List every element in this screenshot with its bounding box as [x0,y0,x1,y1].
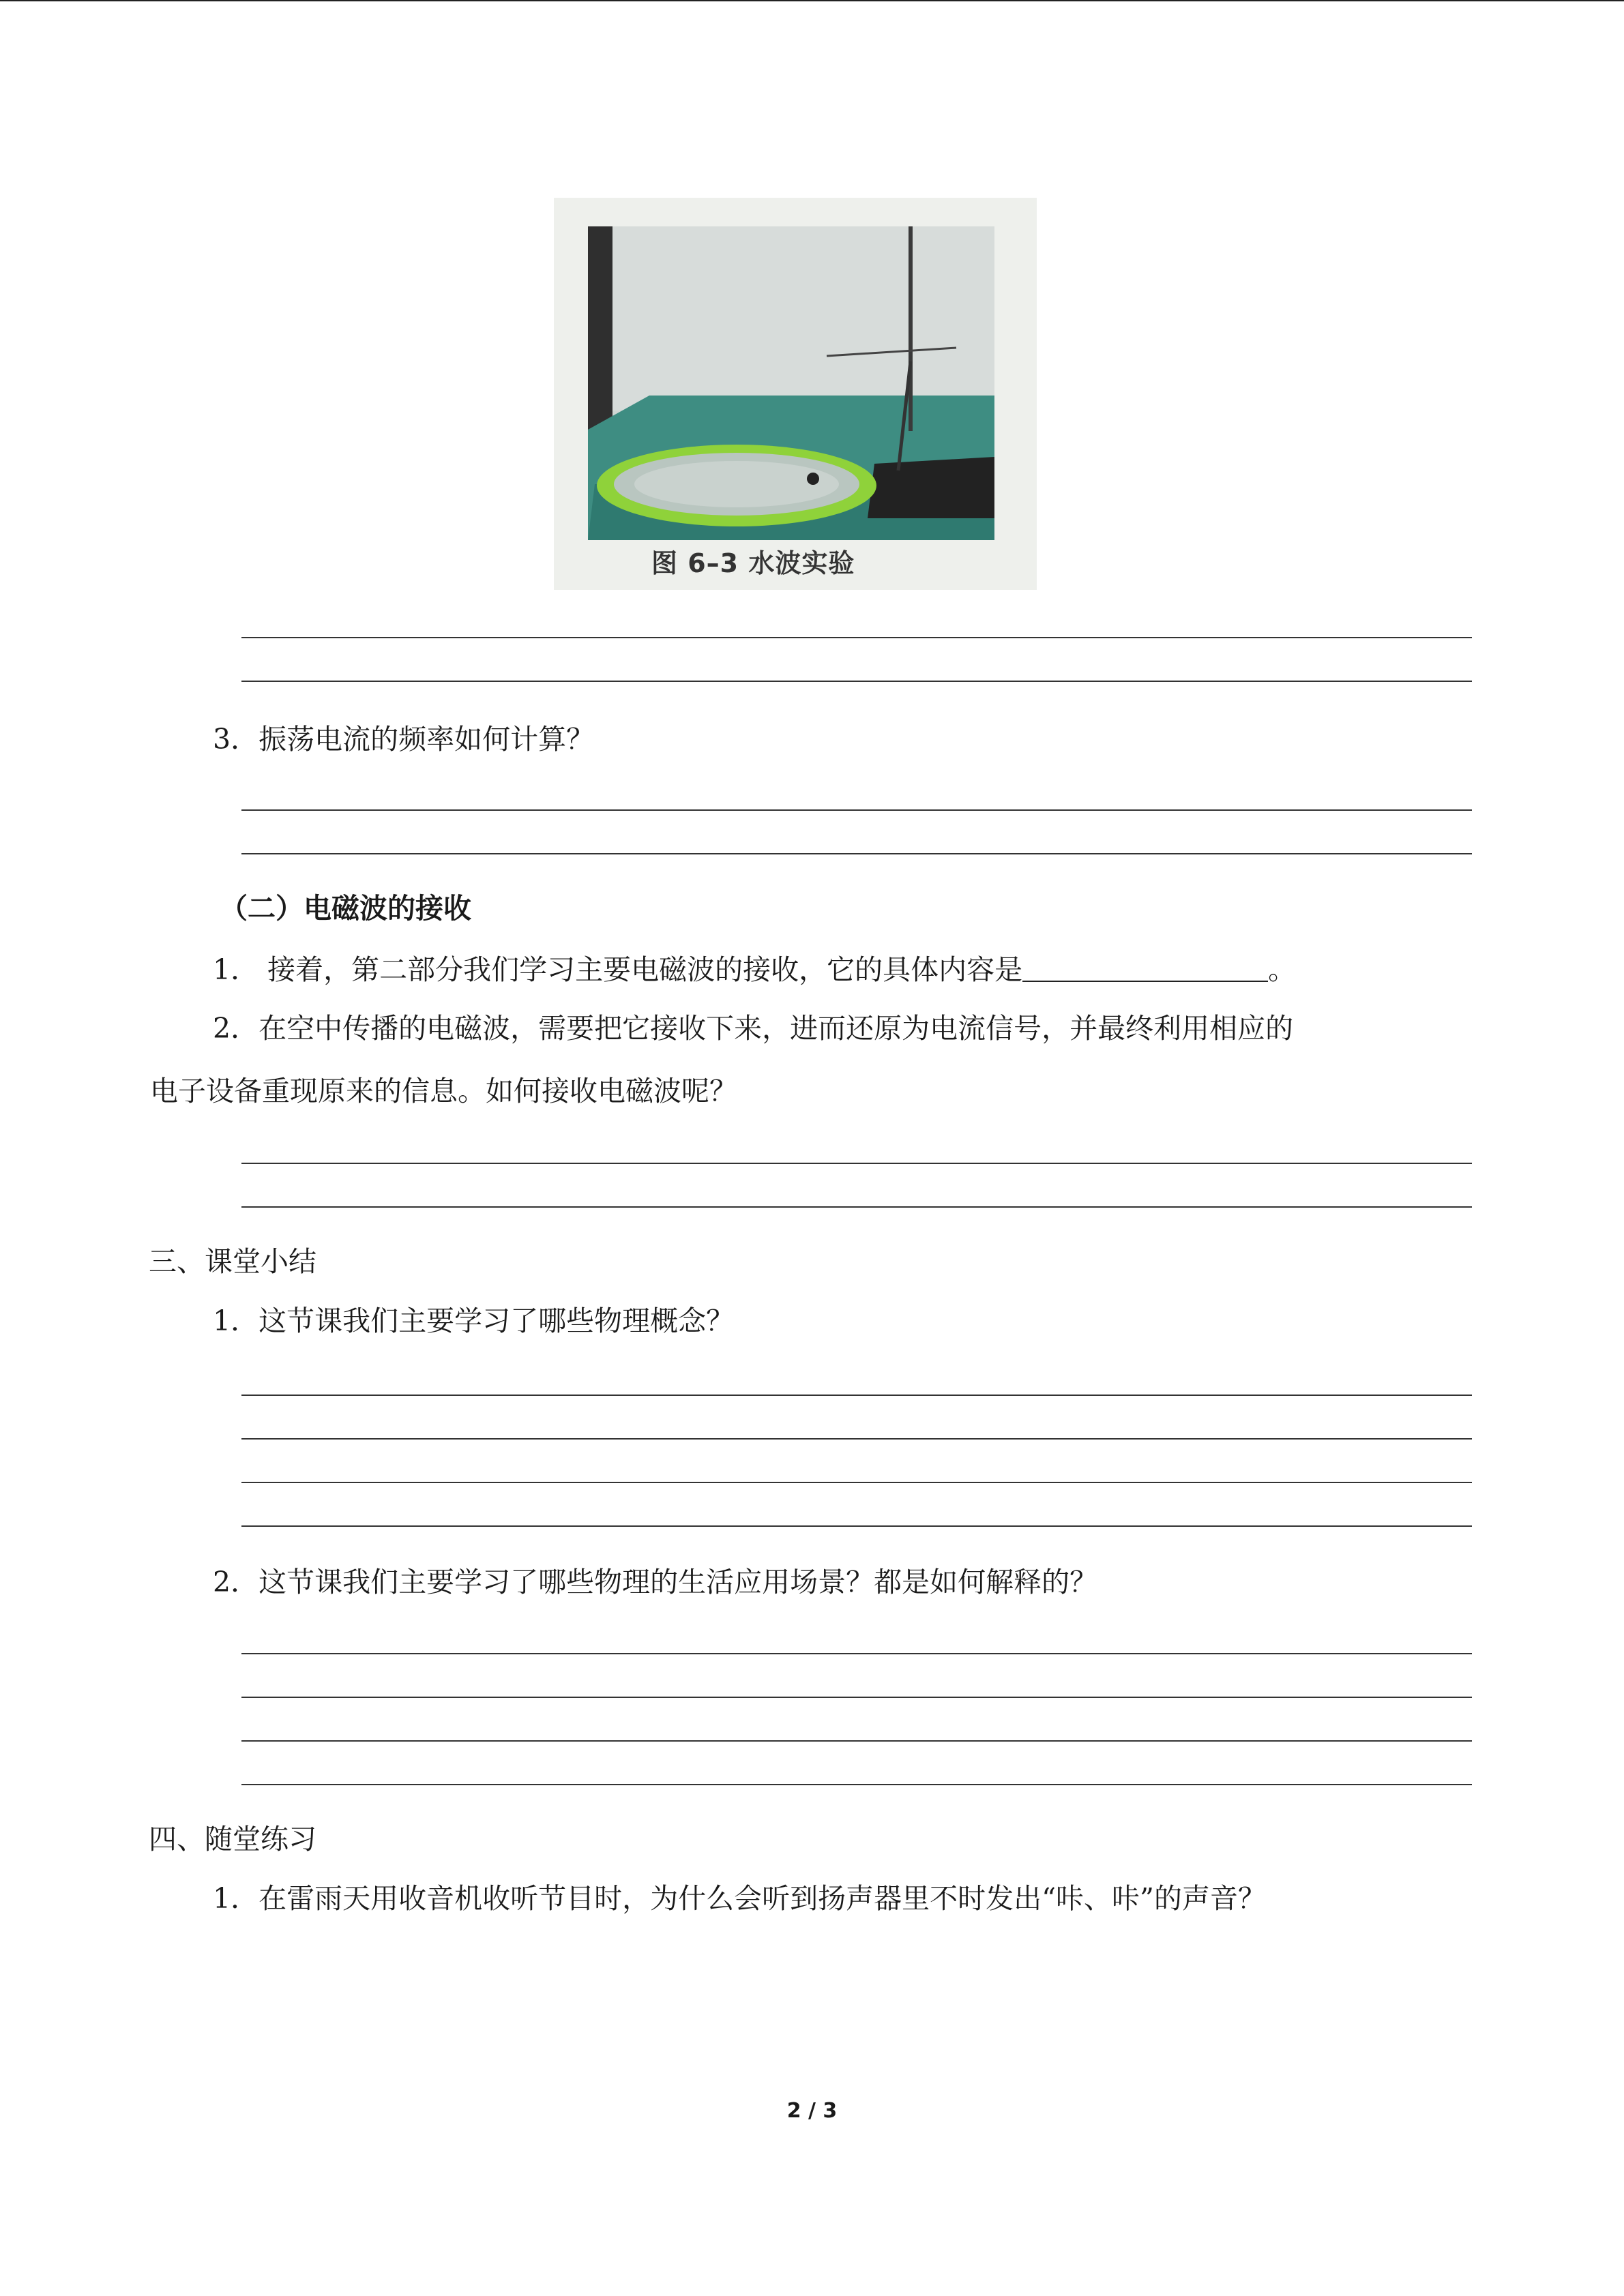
answer-line [241,1206,1472,1208]
answer-line [241,1163,1472,1164]
answer-line [241,853,1472,854]
figure-caption: 图 6–3 水波实验 [651,548,855,578]
answer-line [241,1438,1472,1440]
section-2-heading: （二）电磁波的接收 [220,892,471,925]
item-1-text: 1． 接着，第二部分我们学习主要电磁波的接收，它的具体内容是 [213,953,1023,986]
answer-line [241,1525,1472,1527]
fill-blank[interactable] [1022,953,1268,982]
section-4-heading: 四、随堂练习 [149,1823,316,1855]
answer-line [241,1482,1472,1483]
answer-line [241,637,1472,638]
page-top-border [0,0,1624,1]
water-wave-experiment-photo [554,198,1037,590]
answer-line [241,809,1472,811]
section-3-question-2: 2．这节课我们主要学习了哪些物理的生活应用场景？都是如何解释的？ [213,1566,1098,1598]
item-1-period: 。 [1268,953,1297,986]
page-number: 2 / 3 [786,2099,838,2123]
answer-line [241,1395,1472,1396]
answer-line [241,1697,1472,1698]
answer-line [241,1784,1472,1785]
section-2-item-2-line-1: 2．在空中传播的电磁波，需要把它接收下来，进而还原为电流信号，并最终利用相应的 [213,1012,1294,1045]
question-3-frequency: 3．振荡电流的频率如何计算？ [213,723,595,756]
section-3-heading: 三、课堂小结 [149,1245,316,1278]
answer-line [241,681,1472,682]
section-2-item-2-line-2: 电子设备重现原来的信息。如何接收电磁波呢？ [150,1075,737,1107]
answer-line [241,1653,1472,1654]
answer-line [241,1740,1472,1742]
section-3-question-1: 1．这节课我们主要学习了哪些物理概念？ [213,1304,735,1337]
section-2-item-1 [213,949,1296,990]
section-4-question-1: 1．在雷雨天用收音机收听节目时，为什么会听到扬声器里不时发出“咔、咔”的声音？ [213,1882,1267,1915]
